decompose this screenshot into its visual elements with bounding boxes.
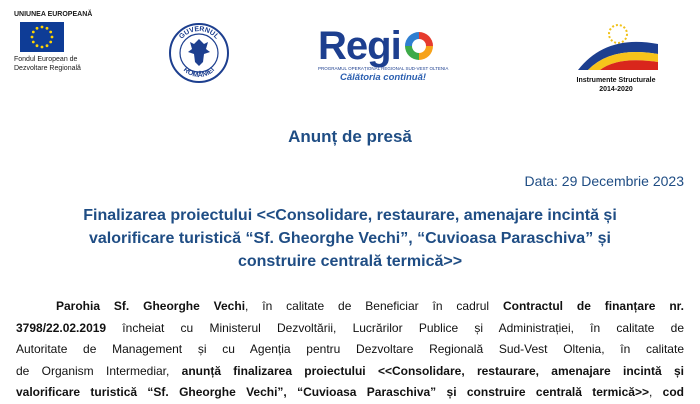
- eu-logo: [14, 10, 110, 73]
- eu-sub2: Dezvoltare Regională: [14, 65, 81, 72]
- seal-bottom-text: ROMÂNIEI: [181, 66, 217, 80]
- logo-bar: [0, 0, 700, 112]
- instrumente-line2: 2014-2020: [599, 86, 633, 93]
- contract-number: 3798/22.02.2019: [16, 320, 107, 335]
- instrumente-flag-icon: [566, 14, 666, 74]
- body-text-3: Autoritate de Management și cu Agenția pentru Dezvoltare Regională Sud-Vest Oltenia, în calitate: [16, 342, 684, 356]
- body-line-5: [16, 382, 684, 404]
- body-text-2: încheiat cu Ministerul Dezvoltării, Lucrărilor Publice și Administrației, în calitate de: [106, 320, 684, 335]
- seal-top-text: GUVERNUL: [178, 25, 220, 41]
- body-text-1a: , în calitate de Beneficiar în cadrul: [245, 299, 503, 313]
- seal-icon: [168, 22, 230, 84]
- contract-label: Contractul de finanțare nr.: [502, 299, 684, 313]
- headline-line-2: valorificare turistică “Sf. Gheorghe Vechi”, “Cuvioasa Paraschiva” și: [89, 230, 611, 247]
- project-headline: [40, 204, 660, 273]
- svg-text:ROMÂNIEI: [182, 66, 216, 79]
- body-text-4: de Organism Intermediar,: [16, 363, 182, 378]
- headline-line-1: Finalizarea proiectului <<Consolidare, restaurare, amenajare incintă și: [83, 207, 617, 224]
- press-date: Data: 29 Decembrie 2023: [524, 173, 684, 189]
- body-line-3: [16, 339, 684, 361]
- regio-slogan: Călătoria continuă!: [340, 72, 427, 83]
- regio-word: Regi: [318, 24, 401, 68]
- body-line-2: [16, 318, 684, 340]
- headline-line-3: construire centrală termică>>: [237, 253, 463, 270]
- body-line-4: [16, 361, 684, 383]
- guvernul-romaniei-seal: [168, 22, 230, 84]
- instrumente-structurale-logo: [566, 14, 678, 106]
- cod-label: cod: [662, 385, 684, 399]
- body-line-1: [16, 296, 684, 318]
- regio-program: PROGRAMUL OPERAȚIONAL REGIONAL SUD-VEST OLTENIA: [318, 66, 449, 71]
- eu-flag-icon: [20, 22, 64, 52]
- eu-sub1: Fondul European de: [14, 56, 78, 63]
- beneficiary-name: Parohia Sf. Gheorghe Vechi: [56, 299, 246, 313]
- announcement-bold: anunță finalizarea proiectului <<Consolidare, restaurare, amenajare incintă și: [181, 363, 684, 378]
- eu-caption: UNIUNEA EUROPEANĂ: [14, 11, 93, 18]
- instrumente-caption: [566, 76, 666, 94]
- instrumente-line1: Instrumente Structurale: [576, 77, 656, 84]
- regio-logo: [318, 26, 468, 96]
- regio-o-icon: [402, 29, 436, 63]
- press-body: [16, 296, 684, 404]
- body-text-5: ,: [648, 385, 663, 399]
- page-title: Anunț de presă: [288, 127, 412, 146]
- project-title-bold: valorificare turistică “Sf. Gheorghe Vechi”, “Cuvioasa Paraschiva” și construire centrală termică>>: [16, 385, 649, 399]
